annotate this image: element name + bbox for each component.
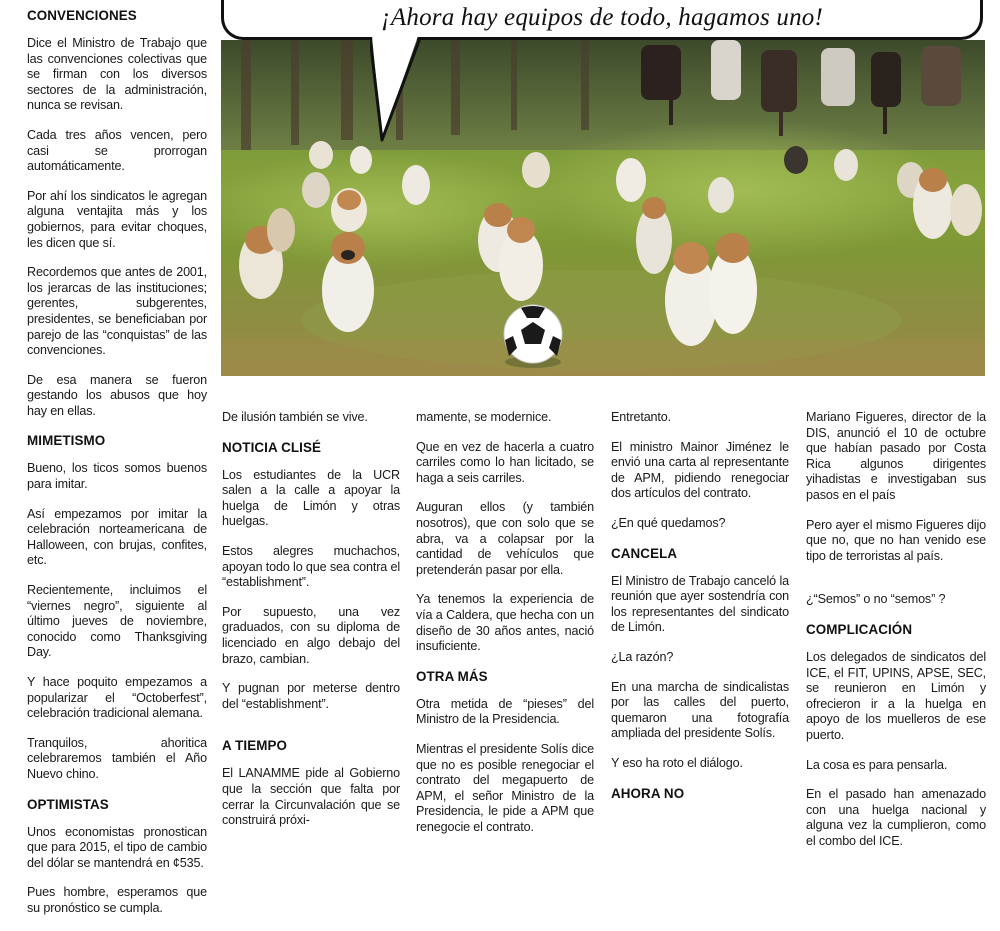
- paragraph: Otra metida de “pieses” del Ministro de la Presidencia.: [416, 696, 594, 727]
- column-4: [611, 410, 789, 814]
- paragraph: Los estudiantes de la UCR salen a la calle a apoyar la huelga de Limón y otras huelgas.: [222, 467, 400, 529]
- paragraph: ¿La razón?: [611, 649, 674, 664]
- paragraph: Recordemos que antes de 2001, los jerarcas de las instituciones; gerentes, subgerentes, presidentes, se beneficiaban por parejo de las “conquistas” de las convenciones.: [27, 265, 207, 358]
- photo-illustration: [221, 40, 985, 376]
- paragraph: Mariano Figueres, director de la DIS, anunció el 10 de octubre que habían pasado por Costa Rica algunos dirigentes yihadistas e investigaban sus pasos en el país: [806, 410, 986, 502]
- heading-cancela: CANCELA: [611, 545, 678, 561]
- paragraph: De ilusión también se vive.: [222, 410, 368, 424]
- paragraph: Y eso ha roto el diálogo.: [611, 755, 743, 770]
- speech-bubble: [221, 0, 983, 40]
- paragraph: Mientras el presidente Solís dice que no es posible renegociar el contrato del megapuerto de APM, el señor Ministro de la Presidencia, le pide a APM que renegocie el contrato.: [416, 741, 594, 834]
- heading-complicacion: COMPLICACIÓN: [806, 621, 913, 637]
- speech-bubble-tail: [370, 36, 430, 146]
- paragraph: Bueno, los ticos somos buenos para imitar.: [27, 461, 207, 492]
- soccer-ball: [504, 305, 562, 368]
- paragraph: En una marcha de sindicalistas por las calles del puerto, quemaron una fotografía ampliada del presidente Solís.: [611, 679, 789, 741]
- paragraph: Tranquilos, ahoritica celebraremos también el Año Nuevo chino.: [27, 735, 207, 781]
- paragraph: ¿“Semos” o no “semos” ?: [806, 592, 946, 607]
- paragraph: Auguran ellos (y también nosotros), que con solo que se abra, va a colapsar por la cantidad de vehículos que pretenderán pasar por ella.: [416, 500, 594, 577]
- column-2: [222, 410, 400, 843]
- heading-optimistas: OPTIMISTAS: [27, 796, 109, 812]
- paragraph: Por ahí los sindicatos le agregan alguna ventajita más y los gobiernos, para evitar choques, les dicen que sí.: [27, 188, 207, 250]
- heading-a-tiempo: A TIEMPO: [222, 738, 288, 754]
- paragraph: Cada tres años vencen, pero casi se prorrogan automáticamente.: [27, 127, 207, 174]
- heading-mimetismo: MIMETISMO: [27, 433, 106, 449]
- paragraph: Por supuesto, una vez graduados, con su diploma de licenciado en algo debajo del brazo, cambian.: [222, 604, 400, 666]
- paragraph: Dice el Ministro de Trabajo que las convenciones colectivas que se firman con los diversos sectores de la administración, nunca se revisan.: [27, 36, 207, 113]
- paragraph: Los delegados de sindicatos del ICE, el FIT, UPINS, APSE, SEC, se reunieron en Limón y ofrecieron ir a la huelga en apoyo de los muelleros de ese puerto.: [806, 649, 986, 742]
- paragraph: De esa manera se fueron gestando los abusos que hoy hay en ellas.: [27, 372, 207, 418]
- column-5: [806, 410, 986, 863]
- paragraph: Pues hombre, esperamos que su pronóstico se cumpla.: [27, 885, 207, 915]
- column-3: [416, 410, 594, 849]
- paragraph: Entretanto.: [611, 410, 671, 424]
- paragraph: Así empezamos por imitar la celebración norteamericana de Halloween, con brujas, confites, etc.: [27, 506, 207, 568]
- paragraph: El LANAMME pide al Gobierno que la sección que falta por cerrar la Circunvalación que se construirá próxi-: [222, 766, 400, 828]
- heading-ahora-no: AHORA NO: [611, 785, 685, 801]
- paragraph: En el pasado han amenazado con una huelga nacional y alguna vez la cumplieron, como el combo del ICE.: [806, 787, 986, 848]
- paragraph: Que en vez de hacerla a cuatro carriles como lo han licitado, se haga a seis carriles.: [416, 439, 594, 485]
- paragraph: El Ministro de Trabajo canceló la reunión que ayer sostendría con los representantes del sindicato de Limón.: [611, 573, 789, 635]
- paragraph: Estos alegres muchachos, apoyan todo lo que sea contra el “establishment”.: [222, 543, 400, 590]
- paragraph: Recientemente, incluimos el “viernes negro”, siguiente al último jueves de noviembre, conocido como Thanksgiving Day.: [27, 583, 207, 660]
- column-left: [27, 8, 207, 931]
- photo-dogs-chasing-ball: [221, 40, 985, 376]
- paragraph: Ya tenemos la experiencia de vía a Caldera, que hecha con un diseño de 30 años antes, nació insuficiente.: [416, 592, 594, 654]
- speech-bubble-text: ¡Ahora hay equipos de todo, hagamos uno!: [381, 3, 823, 31]
- paragraph: Pero ayer el mismo Figueres dijo que no, que no han venido ese tipo de terroristas al país.: [806, 517, 986, 563]
- paragraph: Y hace poquito empezamos a popularizar el “Octoberfest”, celebración tradicional alemana.: [27, 675, 207, 721]
- paragraph: mamente, se modernice.: [416, 410, 552, 424]
- paragraph: ¿En qué quedamos?: [611, 515, 726, 530]
- heading-convenciones: CONVENCIONES: [27, 8, 137, 23]
- paragraph: Unos economistas pronostican que para 2015, el tipo de cambio del dólar se mantendrá en ¢535.: [27, 824, 207, 870]
- paragraph: Y pugnan por meterse dentro del “establishment”.: [222, 681, 400, 711]
- heading-noticia-clise: NOTICIA CLISÉ: [222, 439, 322, 455]
- heading-otra-mas: OTRA MÁS: [416, 668, 488, 684]
- paragraph: El ministro Mainor Jiménez le envió una carta al representante de APM, pidiendo renegociar dos artículos del contrato.: [611, 439, 789, 501]
- paragraph: La cosa es para pensarla.: [806, 757, 948, 772]
